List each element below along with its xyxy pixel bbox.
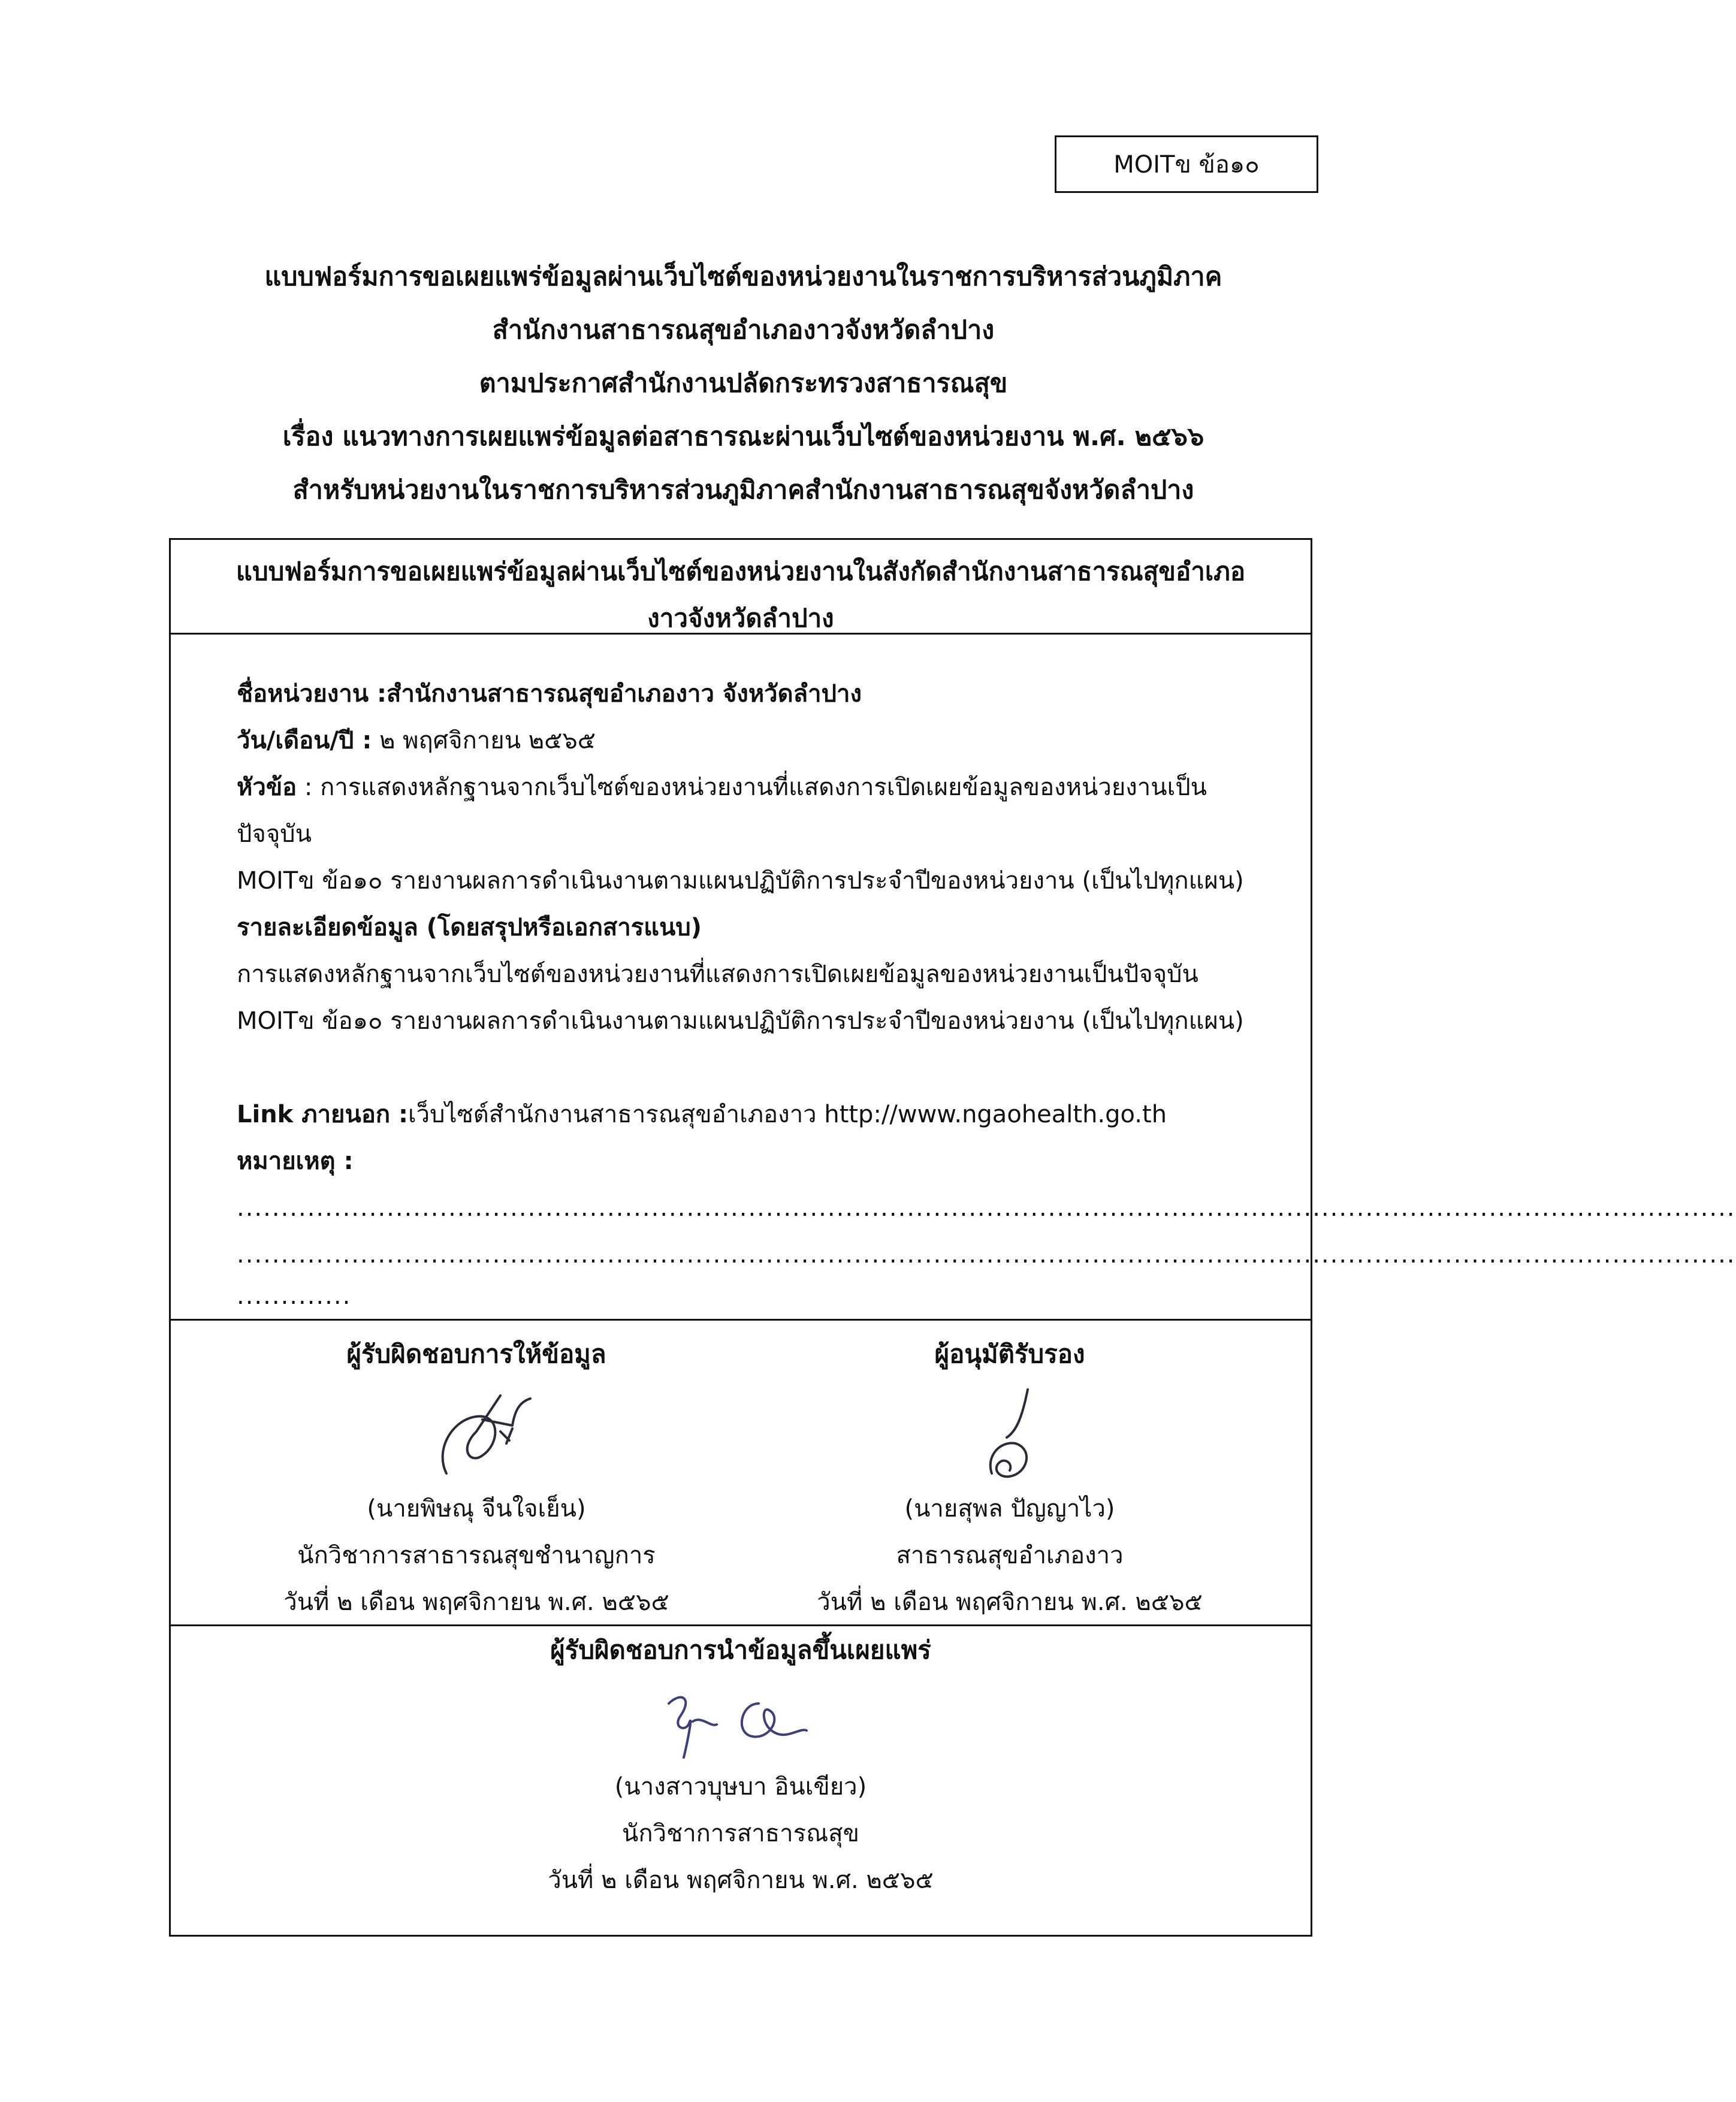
document-code-box xyxy=(1055,135,1318,193)
publisher-name: (นางสาวบุษบา อินเขียว) xyxy=(614,1773,867,1801)
responsible-name: (นายพิษณุ จีนใจเย็น) xyxy=(367,1495,586,1523)
date-value: ๒ พฤศจิกายน ๒๕๖๕ xyxy=(372,727,596,754)
form-title-line: แบบฟอร์มการขอเผยแพร่ข้อมูลผ่านเว็บไซต์ของหน่วยงานในสังกัดสำนักงานสาธารณสุขอำเภอ xyxy=(236,557,1246,586)
form-title xyxy=(171,548,1311,642)
unit-value: สำนักงานสาธารณสุขอำเภองาว จังหวัดลำปาง xyxy=(387,680,862,708)
signature-image xyxy=(410,1384,542,1485)
approver-block xyxy=(746,1331,1273,1626)
table-divider xyxy=(171,1319,1311,1321)
link-row xyxy=(237,1091,1297,1138)
table-divider xyxy=(171,633,1311,635)
header-line: สำหรับหน่วยงานในราชการบริหารส่วนภูมิภาคสำนักงานสาธารณสุขจังหวัดลำปาง xyxy=(292,475,1194,505)
detail-line: การแสดงหลักฐานจากเว็บไซต์ของหน่วยงานที่แสดงการเปิดเผยข้อมูลของหน่วยงานเป็นปัจจุบัน xyxy=(237,961,1198,988)
signature-image xyxy=(645,1680,837,1763)
approver-position: สาธารณสุขอำเภองาว xyxy=(896,1542,1124,1569)
date-row xyxy=(237,717,1297,764)
form-table xyxy=(169,538,1736,1937)
unit-row xyxy=(237,671,1297,717)
form-title-line: งาวจังหวัดลำปาง xyxy=(647,603,834,633)
date-label: วัน/เดือน/ปี : xyxy=(237,727,372,754)
publisher-block xyxy=(171,1627,1311,1904)
detail-line: MOITข ข้อ๑๐ รายงานผลการดำเนินงานตามแผนปฏิบัติการประจำปีของหน่วยงาน (เป็นไปทุกแผน) xyxy=(237,1007,1244,1035)
document-header xyxy=(0,250,1487,517)
header-line: สำนักงานสาธารณสุขอำเภองาวจังหวัดลำปาง xyxy=(492,315,995,345)
topic-moit: MOITข ข้อ๑๐ รายงานผลการดำเนินงานตามแผนปฏิบัติการประจำปีของหน่วยงาน (เป็นไปทุกแผน) xyxy=(237,867,1244,895)
document-code-label: MOITข ข้อ๑๐ xyxy=(1113,151,1260,179)
dotted-line: .......................................................................................................................................................................... xyxy=(237,1194,1736,1222)
header-line: แบบฟอร์มการขอเผยแพร่ข้อมูลผ่านเว็บไซต์ของหน่วยงานในราชการบริหารส่วนภูมิภาค xyxy=(264,262,1222,292)
dotted-line: ............. xyxy=(237,1282,352,1310)
publisher-role: ผู้รับผิดชอบการนำข้อมูลขึ้นเผยแพร่ xyxy=(550,1635,931,1665)
approver-role: ผู้อนุมัติรับรอง xyxy=(934,1339,1085,1369)
approver-name: (นายสุพล ปัญญาไว) xyxy=(904,1495,1115,1523)
topic-label: หัวข้อ xyxy=(237,774,297,801)
header-line: เรื่อง แนวทางการเผยแพร่ข้อมูลต่อสาธารณะผ่านเว็บไซต์ของหน่วยงาน พ.ศ. ๒๕๖๖ xyxy=(282,422,1204,452)
topic-value: : การแสดงหลักฐานจากเว็บไซต์ของหน่วยงานที่แสดงการเปิดเผยข้อมูลของหน่วยงานเป็น xyxy=(297,774,1207,801)
link-label: Link ภายนอก : xyxy=(237,1101,408,1128)
unit-label: ชื่อหน่วยงาน : xyxy=(237,680,387,708)
responsible-date: วันที่ ๒ เดือน พฤศจิกายน พ.ศ. ๒๕๖๕ xyxy=(283,1588,669,1616)
form-details xyxy=(237,671,1736,1314)
approver-date: วันที่ ๒ เดือน พฤศจิกายน พ.ศ. ๒๕๖๕ xyxy=(817,1588,1203,1616)
note-row xyxy=(237,1138,1297,1185)
blank-line xyxy=(237,1044,1297,1091)
note-label: หมายเหตุ : xyxy=(237,1147,354,1175)
publisher-position: นักวิชาการสาธารณสุข xyxy=(622,1820,859,1847)
detail-label xyxy=(237,904,1297,951)
topic-continuation: ปัจจุบัน xyxy=(237,820,312,848)
dotted-line: .......................................................................................................................................................................... xyxy=(237,1241,1736,1269)
link-value[interactable]: เว็บไซต์สำนักงานสาธารณสุขอำเภองาว http://www.ngaohealth.go.th xyxy=(407,1101,1167,1128)
responsible-block xyxy=(213,1331,740,1626)
publisher-date: วันที่ ๒ เดือน พฤศจิกายน พ.ศ. ๒๕๖๕ xyxy=(548,1867,934,1894)
table-divider xyxy=(171,1624,1311,1626)
responsible-position: นักวิชาการสาธารณสุขชำนาญการ xyxy=(297,1542,656,1569)
topic-row xyxy=(237,764,1297,811)
detail-label-text: รายละเอียดข้อมูล (โดยสรุปหรือเอกสารแนบ) xyxy=(237,914,702,941)
signature-image xyxy=(950,1384,1070,1485)
header-line: ตามประกาศสำนักงานปลัดกระทรวงสาธารณสุข xyxy=(479,369,1008,398)
responsible-role: ผู้รับผิดชอบการให้ข้อมูล xyxy=(346,1339,606,1369)
